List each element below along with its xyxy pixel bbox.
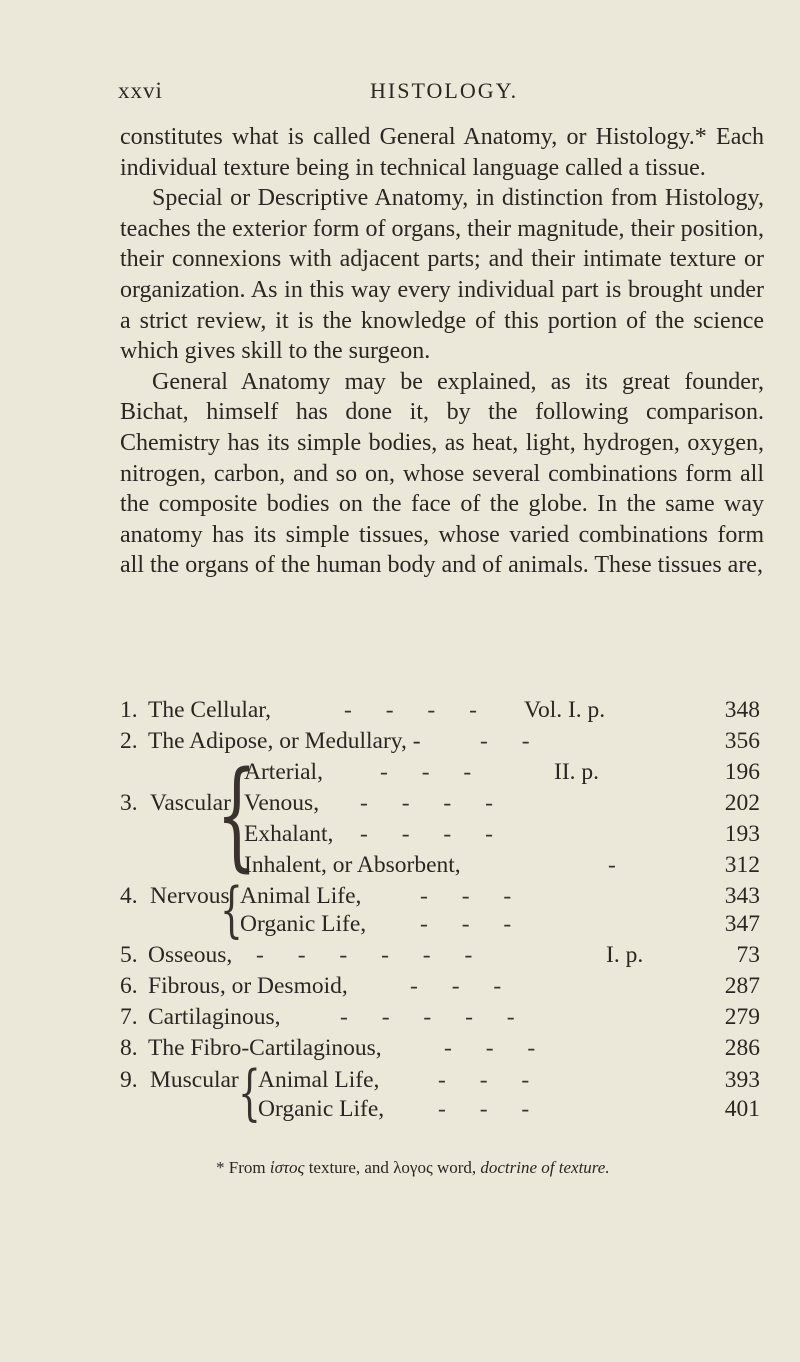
greek-word: λογος	[393, 1158, 433, 1177]
page-ref: 287	[724, 973, 760, 999]
item-number: 8.	[120, 1035, 138, 1061]
page-ref: 356	[724, 728, 760, 754]
item-number: 5.	[120, 942, 138, 968]
group-label: Nervous	[150, 883, 230, 909]
list-item: 7. Cartilaginous, - - - - - 279	[120, 1004, 760, 1030]
item-label: Osseous,	[148, 942, 233, 968]
item-label: Venous,	[244, 790, 320, 816]
item-label: Exhalant,	[244, 821, 334, 847]
item-number: 2.	[120, 728, 138, 754]
list-item: 3. Vascular Venous, - - - - 202	[120, 790, 760, 816]
page-ref: 401	[724, 1096, 760, 1122]
item-label: Animal Life,	[258, 1067, 380, 1093]
footnote	[216, 1158, 610, 1178]
list-item: 5. Osseous, - - - - - - I. p. 73	[120, 942, 760, 968]
tissue-list	[120, 697, 760, 1127]
footnote-text: word,	[436, 1158, 477, 1177]
item-number: 9.	[120, 1067, 138, 1093]
running-title: HISTOLOGY.	[370, 78, 519, 103]
footnote-text: texture, and	[308, 1158, 389, 1177]
item-label: Organic Life,	[240, 911, 367, 937]
page-ref: 312	[724, 852, 760, 878]
body-text	[120, 122, 764, 581]
list-item: Organic Life, - - - 401	[258, 1096, 760, 1122]
item-label: Inhalent, or Absorbent,	[244, 852, 461, 878]
list-item: 1. The Cellular, - - - - Vol. I. p. 348	[120, 697, 760, 723]
page-number: xxvi	[118, 78, 163, 103]
page-ref: 347	[724, 911, 760, 937]
item-number: 6.	[120, 973, 138, 999]
page-ref: 286	[724, 1035, 760, 1061]
list-item: Organic Life, - - - 347	[240, 911, 760, 937]
left-brace: {	[220, 875, 243, 945]
item-label: Animal Life,	[240, 883, 362, 909]
left-brace: {	[216, 745, 258, 883]
item-number: 3.	[120, 790, 138, 816]
list-item: 2. The Adipose, or Medullary, - - - 356	[120, 728, 760, 754]
item-number: 7.	[120, 1004, 138, 1030]
volume-ref: Vol. I. p.	[524, 697, 606, 723]
list-item: 6. Fibrous, or Desmoid, - - - 287	[120, 973, 760, 999]
list-item: 9. Muscular Animal Life, - - - 393	[120, 1067, 760, 1093]
group-label: Vascular	[150, 790, 231, 816]
footnote-italic: doctrine of texture.	[480, 1158, 610, 1177]
list-item: Exhalant, - - - - 193	[244, 821, 760, 847]
paragraph: Special or Descriptive Anatomy, in distinction from Histology, teaches the exterior form of organs, their magnitude, their position, their connexions with adjacent parts; and their intimate texture or organization. As in this way every individual part is brought under a strict review, it is the knowledge of this portion of the science which gives skill to the surgeon.	[120, 185, 764, 365]
list-item: Inhalent, or Absorbent, - 312	[244, 852, 760, 878]
page-ref: 343	[724, 883, 760, 909]
item-label: The Cellular,	[148, 697, 272, 723]
group-label: Muscular	[150, 1067, 239, 1093]
list-item: 4. Nervous Animal Life, - - - 343	[120, 883, 760, 909]
page-ref: 196	[724, 759, 760, 785]
page-ref: 279	[724, 1004, 760, 1030]
page-ref: 202	[724, 790, 760, 816]
volume-ref: I. p.	[606, 942, 644, 968]
item-label: Cartilaginous,	[148, 1004, 281, 1030]
item-label: Arterial,	[244, 759, 323, 785]
running-header	[118, 78, 758, 112]
page-ref: 73	[736, 942, 760, 968]
page-ref: 193	[724, 821, 760, 847]
list-item: 8. The Fibro-Cartilaginous, - - - 286	[120, 1035, 760, 1061]
greek-word: ἱστος	[269, 1158, 305, 1177]
item-label: The Fibro-Cartilaginous,	[148, 1035, 382, 1061]
footnote-lead: * From	[216, 1158, 266, 1177]
volume-ref: II. p.	[554, 759, 600, 785]
item-label: Organic Life,	[258, 1096, 385, 1122]
left-brace: {	[238, 1058, 261, 1128]
item-label: The Adipose, or Medullary, -	[148, 728, 421, 754]
list-item: Arterial, - - - II. p. 196	[244, 759, 760, 785]
page-ref: 393	[724, 1067, 760, 1093]
item-number: 4.	[120, 883, 138, 909]
paragraph: constitutes what is called General Anatomy, or Histology.* Each individual texture being in technical language called a tissue.	[120, 124, 764, 181]
page-ref: 348	[724, 697, 760, 723]
item-label: Fibrous, or Desmoid,	[148, 973, 348, 999]
item-number: 1.	[120, 697, 138, 723]
paragraph: General Anatomy may be explained, as its great founder, Bichat, himself has done it, by the following comparison. Chemistry has its simple bodies, as heat, light, hydrogen, oxygen, nitrogen, carbon, and so on, whose several combinations form all the composite bodies on the face of the globe. In the same way anatomy has its simple tissues, whose varied combinations form all the organs of the human body and of animals. These tissues are,	[120, 368, 764, 579]
